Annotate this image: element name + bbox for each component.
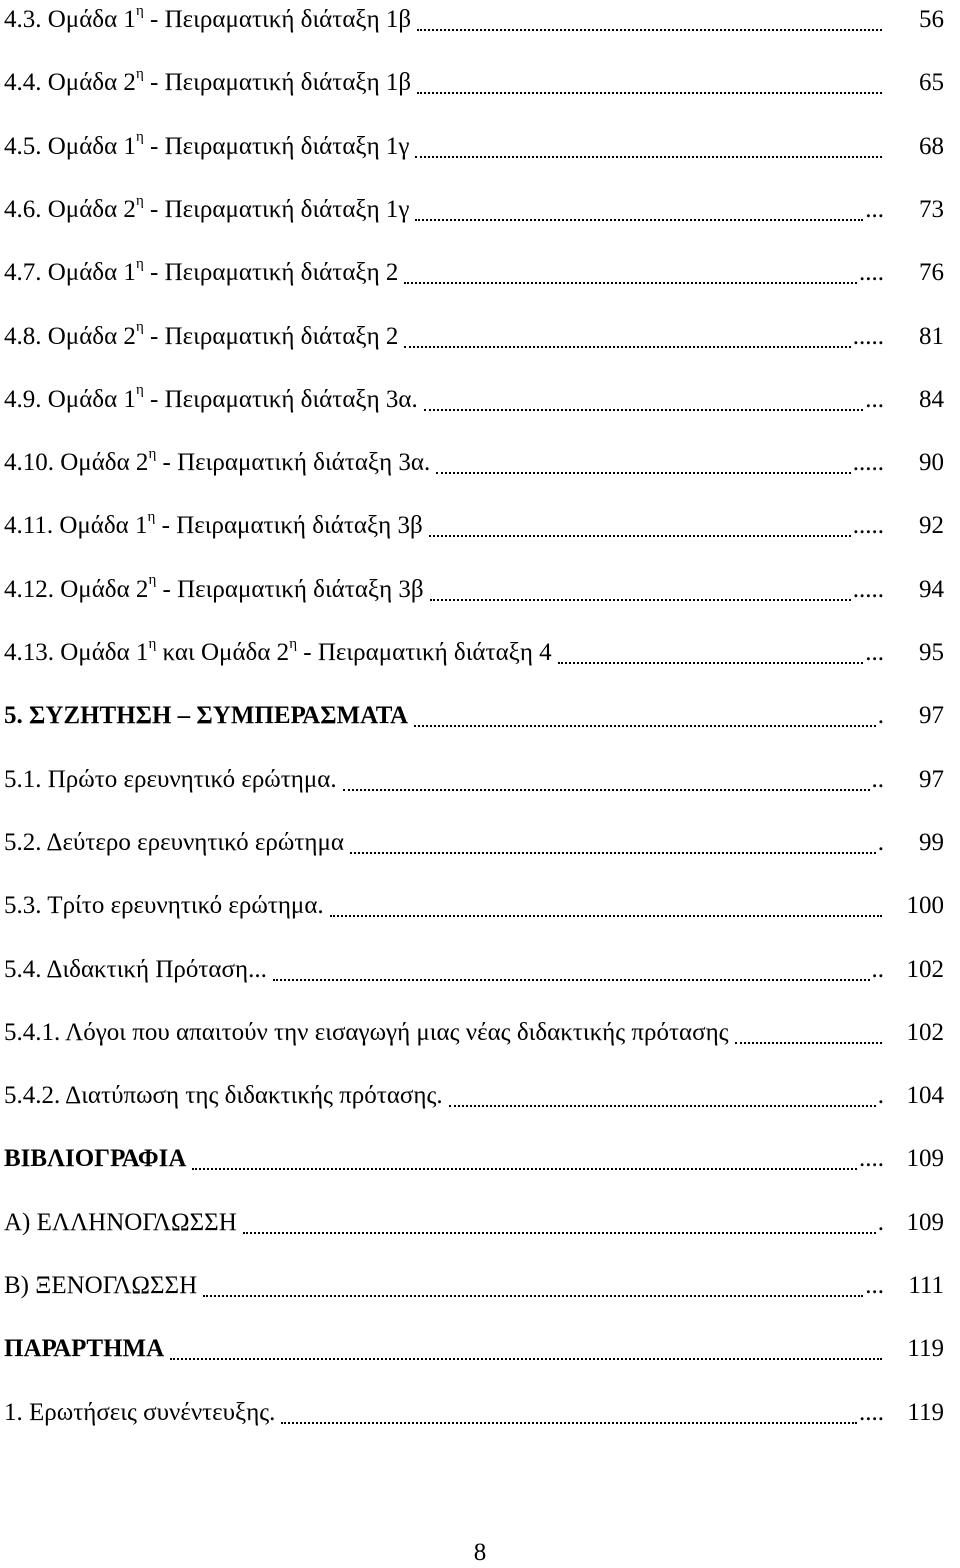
- toc-leader-dots: ....: [859, 1145, 884, 1173]
- toc-page-number: 102: [906, 955, 944, 983]
- toc-entry[interactable]: [4, 886, 944, 926]
- toc-entry[interactable]: [4, 760, 944, 800]
- toc-entry-title: 5. ΣΥΖΗΤΗΣΗ – ΣΥΜΠΕΡΑΣΜΑΤΑ: [4, 702, 409, 730]
- toc-entry[interactable]: [4, 127, 944, 167]
- toc-leader-line: [330, 915, 882, 917]
- toc-entry-title: 5.2. Δεύτερο ερευνητικό ερώτημα: [4, 828, 344, 856]
- page-number: 8: [473, 1539, 487, 1566]
- toc-page-number: 119: [907, 1398, 944, 1426]
- toc-entry-title: ΠΑΡΑΡΤΗΜΑ: [4, 1335, 165, 1363]
- toc-leader-dots: .: [877, 1208, 884, 1236]
- toc-entry[interactable]: [4, 443, 944, 483]
- toc-entry[interactable]: [4, 380, 944, 420]
- toc-entry-title: 5.1. Πρώτο ερευνητικό ερώτημα.: [4, 765, 337, 793]
- toc-leader-line: [415, 156, 882, 158]
- toc-leader-line: [415, 219, 863, 221]
- toc-entry-title: 4.10. Ομάδα $2^\eta$ - Πειραματική διάταξη 3α.: [4, 445, 431, 477]
- toc-leader-line: [281, 1422, 857, 1424]
- toc-entry-title: 4.11. Ομάδα $1^\eta$ - Πειραματική διάταξη 3β: [4, 509, 423, 540]
- toc-entry[interactable]: [4, 1266, 944, 1306]
- toc-entry[interactable]: [4, 1139, 944, 1179]
- toc-leader-line: [404, 282, 857, 284]
- toc-entry[interactable]: [4, 63, 944, 103]
- toc-page-number: 81: [919, 322, 944, 350]
- toc-entry-title: 4.5. Ομάδα $1^\eta$ - Πειραματική διάταξη 1γ: [4, 129, 410, 160]
- toc-leader-line: [414, 725, 876, 727]
- toc-entry-title: 4.9. Ομάδα $1^\eta$ - Πειραματική διάταξη 3α.: [4, 382, 418, 413]
- toc-entry[interactable]: [4, 0, 944, 40]
- toc-page-number: 65: [919, 69, 944, 97]
- toc-leader-line: [417, 92, 882, 94]
- toc-leader-line: [243, 1232, 876, 1234]
- toc-leader-line: [449, 1105, 876, 1107]
- toc-entry-title: 4.4. Ομάδα $2^\eta$ - Πειραματική διάταξη 1β: [4, 65, 412, 97]
- toc-entry[interactable]: [4, 696, 944, 736]
- toc-entry-title: 4.13. Ομάδα $1^\eta$ και Ομάδα $2^\eta$ - Πειραματική διάταξη 4: [4, 635, 552, 666]
- toc-entry-title: 5.3. Τρίτο ερευνητικό ερώτημα.: [4, 892, 324, 920]
- toc-leader-line: [203, 1295, 863, 1297]
- toc-leader-line: [192, 1168, 857, 1170]
- toc-entry-title: Β) ΞΕΝΟΓΛΩΣΣΗ: [4, 1272, 198, 1299]
- toc-leader-dots: .: [877, 702, 884, 730]
- toc-leader-line: [436, 472, 851, 474]
- toc-leader-dots: ...: [865, 195, 884, 223]
- toc-leader-line: [350, 852, 876, 854]
- toc-entry-title: 5.4. Διδακτική Πρόταση...: [4, 955, 267, 983]
- toc-page-number: 68: [919, 132, 944, 160]
- toc-page-number: 76: [919, 259, 944, 287]
- toc-page-number: 56: [919, 6, 944, 33]
- toc-leader-dots: ...: [865, 1272, 884, 1299]
- toc-entry-title: 4.7. Ομάδα $1^\eta$ - Πειραματική διάταξη 2: [4, 255, 399, 287]
- toc-page-number: 111: [908, 1272, 944, 1299]
- toc-page-number: 95: [919, 639, 944, 666]
- toc-entry[interactable]: [4, 190, 944, 230]
- toc-entry-title: Α) ΕΛΛΗΝΟΓΛΩΣΣΗ: [4, 1208, 237, 1236]
- toc-entry-title: 4.3. Ομάδα $1^\eta$ - Πειραματική διάταξη 1β: [4, 2, 412, 33]
- toc-entry-title: 4.8. Ομάδα $2^\eta$ - Πειραματική διάταξη 2: [4, 319, 399, 350]
- toc-page-number: 97: [919, 702, 944, 730]
- toc-leader-dots: .....: [852, 512, 884, 540]
- toc-leader-line: [273, 979, 870, 981]
- toc-entry[interactable]: [4, 317, 944, 357]
- toc-entry-title: ΒΙΒΛΙΟΓΡΑΦΙΑ: [4, 1145, 187, 1173]
- toc-page-number: 94: [919, 575, 944, 603]
- toc-leader-line: [424, 409, 864, 411]
- toc-leader-line: [170, 1358, 882, 1360]
- toc-leader-dots: .: [877, 1082, 884, 1110]
- toc-leader-dots: ..: [871, 765, 884, 793]
- toc-entry[interactable]: [4, 1203, 944, 1243]
- toc-entry-title: 4.6. Ομάδα $2^\eta$ - Πειραματική διάταξη 1γ: [4, 192, 410, 223]
- toc-entry[interactable]: [4, 1329, 944, 1369]
- toc-leader-line: [430, 599, 851, 601]
- toc-leader-line: [343, 789, 870, 791]
- toc-leader-dots: ...: [865, 385, 884, 413]
- toc-leader-dots: .....: [852, 322, 884, 350]
- toc-page-number: 90: [919, 449, 944, 477]
- toc-entry[interactable]: [4, 1076, 944, 1116]
- toc-leader-line: [429, 535, 851, 537]
- toc-page-number: 97: [919, 765, 944, 793]
- toc-page-number: 109: [906, 1145, 944, 1173]
- toc-page-number: 73: [919, 195, 944, 223]
- toc-leader-dots: ....: [859, 259, 884, 287]
- toc-page-number: 119: [907, 1335, 944, 1363]
- toc-page-number: 84: [919, 385, 944, 413]
- toc-leader-dots: ....: [859, 1398, 884, 1426]
- toc-page-number: 92: [919, 512, 944, 540]
- toc-page-number: 109: [906, 1208, 944, 1236]
- toc-page-number: 100: [906, 892, 944, 920]
- toc-page-number: 102: [906, 1018, 944, 1046]
- toc-entry[interactable]: [4, 506, 944, 546]
- toc-entry[interactable]: [4, 1013, 944, 1053]
- toc-entry[interactable]: [4, 570, 944, 610]
- toc-leader-dots: .....: [852, 575, 884, 603]
- toc-leader-dots: .....: [852, 449, 884, 477]
- toc-leader-line: [404, 346, 850, 348]
- toc-entry-title: 5.4.1. Λόγοι που απαιτούν την εισαγωγή μιας νέας διδακτικής πρότασης: [4, 1018, 729, 1046]
- toc-leader-dots: ..: [871, 955, 884, 983]
- toc-entry-title: 1. Ερωτήσεις συνέντευξης.: [4, 1398, 276, 1426]
- toc-entry[interactable]: [4, 1393, 944, 1433]
- toc-leader-line: [558, 662, 864, 664]
- toc-entry[interactable]: [4, 950, 944, 990]
- toc-entry-title: 4.12. Ομάδα $2^\eta$ - Πειραματική διάταξη 3β: [4, 572, 424, 603]
- toc-page-number: 104: [906, 1082, 944, 1110]
- toc-entry-title: 5.4.2. Διατύπωση της διδακτικής πρότασης.: [4, 1082, 443, 1110]
- toc-leader-dots: ...: [865, 639, 884, 666]
- toc-page-number: 99: [919, 828, 944, 856]
- toc-entry[interactable]: [4, 823, 944, 863]
- toc-leader-line: [735, 1042, 882, 1044]
- toc-leader-line: [417, 29, 882, 31]
- toc-entry[interactable]: [4, 633, 944, 673]
- toc-leader-dots: .: [877, 828, 884, 856]
- toc-entry[interactable]: [4, 253, 944, 293]
